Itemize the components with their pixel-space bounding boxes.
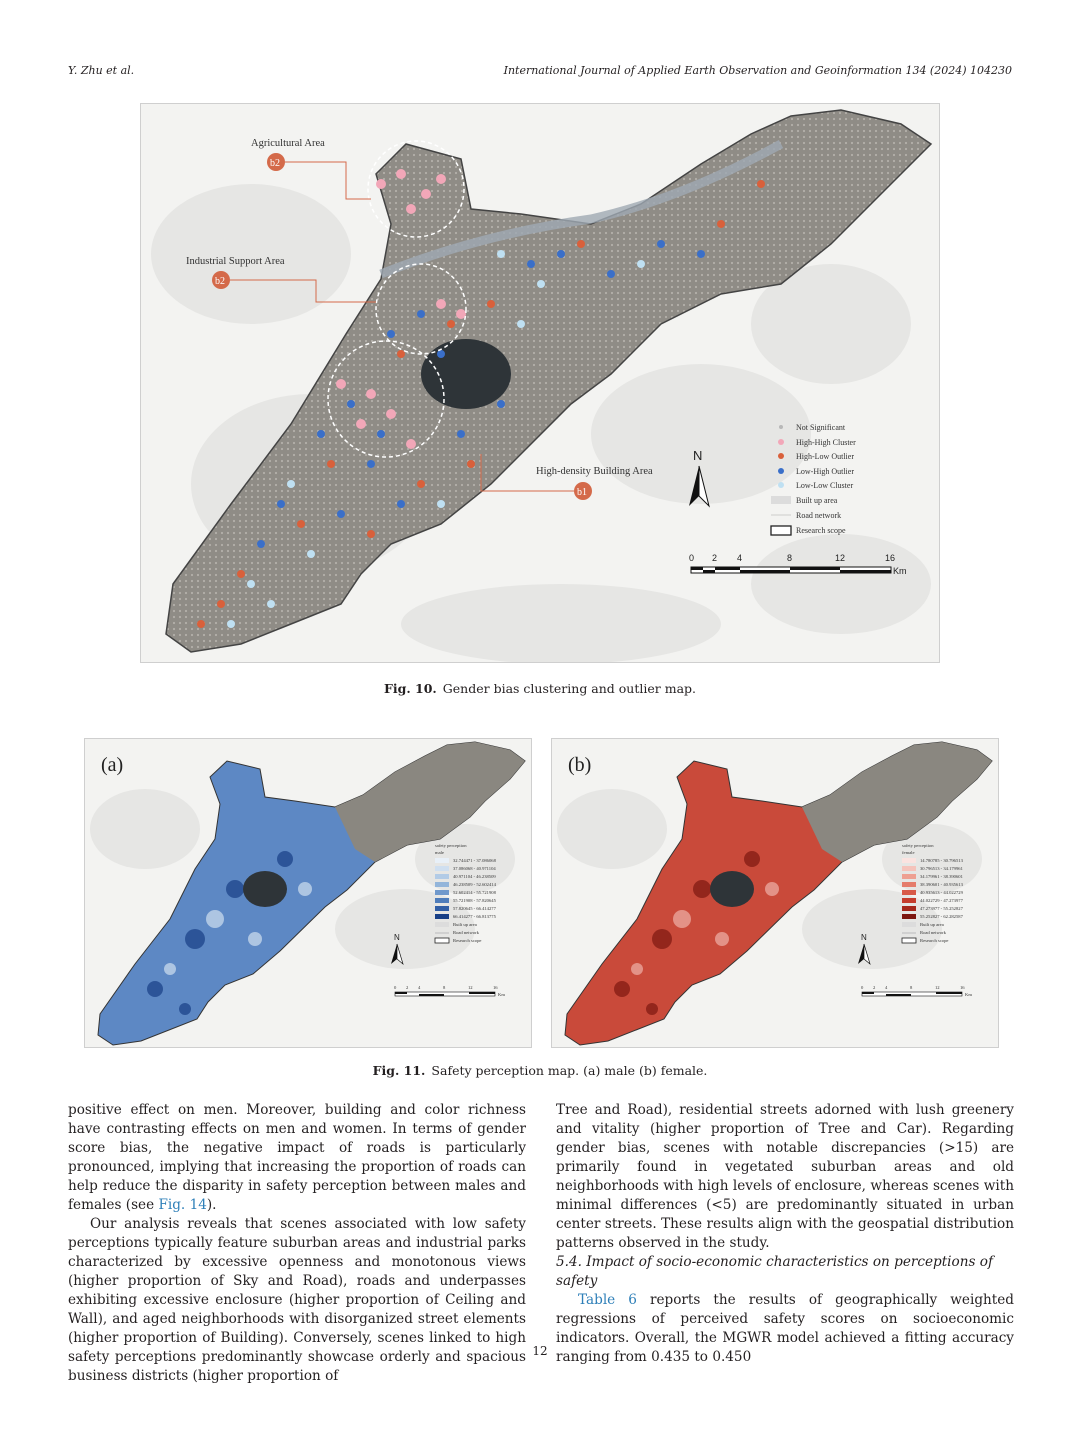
svg-text:12: 12 <box>935 985 940 990</box>
fig11a-svg <box>85 739 531 1047</box>
svg-text:Research scope: Research scope <box>453 938 482 943</box>
svg-text:32.744471 - 37.086068: 32.744471 - 37.086068 <box>453 858 496 863</box>
svg-text:Industrial Support Area: Industrial Support Area <box>186 256 285 267</box>
svg-text:2: 2 <box>712 553 718 563</box>
svg-text:Built up area: Built up area <box>920 922 944 927</box>
section-heading: 5.4. Impact of socio-economic characteristics on perceptions of safety <box>556 1254 993 1289</box>
svg-text:12: 12 <box>835 553 846 563</box>
svg-text:38.390601 - 40.935613: 38.390601 - 40.935613 <box>920 882 963 887</box>
fig11b-svg <box>552 739 998 1047</box>
svg-text:16: 16 <box>885 553 896 563</box>
svg-text:Built up area: Built up area <box>453 922 477 927</box>
svg-text:Road network: Road network <box>920 930 946 935</box>
fig11-caption <box>0 1063 1080 1078</box>
page-number: 12 <box>532 1344 548 1358</box>
fig14-link[interactable]: Fig. 14 <box>158 1197 207 1213</box>
svg-text:Built up area: Built up area <box>796 496 838 505</box>
svg-text:safety perception: safety perception <box>902 843 934 848</box>
svg-text:0: 0 <box>394 985 397 990</box>
svg-text:30.796513 - 34.179961: 30.796513 - 34.179961 <box>920 866 963 871</box>
svg-text:female: female <box>902 850 915 855</box>
scale-bar-female <box>861 985 972 997</box>
figure-10-map <box>140 103 940 663</box>
svg-text:4: 4 <box>885 985 888 990</box>
svg-text:8: 8 <box>910 985 913 990</box>
svg-text:46.238509 - 52.602414: 46.238509 - 52.602414 <box>453 882 496 887</box>
svg-text:14.780785 - 30.796513: 14.780785 - 30.796513 <box>920 858 963 863</box>
svg-text:0: 0 <box>689 553 695 563</box>
fig10-caption <box>0 681 1080 696</box>
svg-text:8: 8 <box>443 985 446 990</box>
lake-male <box>243 871 287 907</box>
figure-11b-female-map <box>551 738 999 1048</box>
svg-text:N: N <box>394 933 400 942</box>
svg-text:16: 16 <box>493 985 498 990</box>
svg-text:b2: b2 <box>270 158 280 169</box>
fig10-caption-label: Fig. 10. <box>383 681 437 696</box>
svg-text:57.820645 - 66.414277: 57.820645 - 66.414277 <box>453 906 496 911</box>
svg-text:Road network: Road network <box>453 930 479 935</box>
svg-text:Road network: Road network <box>796 511 842 520</box>
svg-text:52.602414 - 55.721908: 52.602414 - 55.721908 <box>453 890 496 895</box>
svg-text:High-High Cluster: High-High Cluster <box>796 438 856 447</box>
svg-text:55.721908 - 57.820645: 55.721908 - 57.820645 <box>453 898 496 903</box>
svg-text:safety perception: safety perception <box>435 843 467 848</box>
paragraph: Table 6 reports the results of geographically weighted regressions of perceived safety scores on socioeconomic indicators. Overall, the MGWR model achieved a fitting accuracy ranging from 0.435 to 0.450 <box>556 1292 1014 1365</box>
svg-text:66.414277 - 66.813775: 66.414277 - 66.813775 <box>453 914 496 919</box>
svg-text:2: 2 <box>873 985 876 990</box>
svg-text:40.971104 - 46.238509: 40.971104 - 46.238509 <box>453 874 496 879</box>
svg-text:Km: Km <box>965 992 972 997</box>
svg-text:Agricultural Area: Agricultural Area <box>251 138 325 149</box>
svg-text:b1: b1 <box>577 487 587 498</box>
svg-text:44.022729 - 47.273977: 44.022729 - 47.273977 <box>920 898 963 903</box>
paragraph: positive effect on men. Moreover, building and color richness have contrasting effects on men and women. In terms of gender score bias, the negative impact of roads is particularly pronounced, implying that increasing the proportion of roads can help reduce the disparity in safety perception between males and females (see Fig. 14). <box>68 1102 526 1213</box>
svg-text:b2: b2 <box>215 276 225 287</box>
svg-text:55.252827 - 62.282587: 55.252827 - 62.282587 <box>920 914 963 919</box>
fig10-caption-text: Gender bias clustering and outlier map. <box>442 681 697 696</box>
svg-text:34.179961 - 38.390601: 34.179961 - 38.390601 <box>920 874 963 879</box>
fig10-svg <box>141 104 939 662</box>
paragraph: Tree and Road), residential streets adorned with lush greenery and vitality (higher proportion of Tree and Car). Regarding gender bias, scenes with notable discrepancies (>15) are primarily found in vegetated suburban areas and old neighborhoods with high levels of enclosure, whereas scenes with minimal differences (<5) are predominantly situated in urban center streets. These results align with the geospatial distribution patterns observed in the study. <box>556 1102 1014 1251</box>
svg-text:High-Low Outlier: High-Low Outlier <box>796 452 854 461</box>
svg-text:2: 2 <box>406 985 409 990</box>
svg-text:47.273977 - 55.252827: 47.273977 - 55.252827 <box>920 906 963 911</box>
svg-text:male: male <box>435 850 444 855</box>
paragraph: Our analysis reveals that scenes associated with low safety perceptions typically feature suburban areas and industrial parks characterized by excessive openness and monotonous views (higher proportion of Sky and Road), roads and underpasses exhibiting excessive enclosure (higher proportion of Ceiling and Wall), and aged neighborhoods with disorganized street elements (higher proportion of Building). Conversely, scenes linked to high safety perceptions predominantly showcase orderly and spacious business districts (higher proportion of <box>68 1216 526 1384</box>
svg-text:Low-Low Cluster: Low-Low Cluster <box>796 481 854 490</box>
running-author: Y. Zhu et al. <box>68 64 135 77</box>
lake-female <box>710 871 754 907</box>
svg-text:High-density Building Area: High-density Building Area <box>536 466 653 477</box>
svg-text:Research scope: Research scope <box>920 938 949 943</box>
panel-b-label: (b) <box>568 754 592 776</box>
running-journal: International Journal of Applied Earth Observation and Geoinformation 134 (2024) 104230 <box>503 64 1012 77</box>
svg-text:4: 4 <box>418 985 421 990</box>
svg-text:Low-High Outlier: Low-High Outlier <box>796 467 854 476</box>
svg-text:16: 16 <box>960 985 965 990</box>
right-column <box>556 1101 1014 1367</box>
svg-text:12: 12 <box>468 985 473 990</box>
panel-a-label: (a) <box>101 754 124 776</box>
svg-text:Not Significant: Not Significant <box>796 423 846 432</box>
svg-text:8: 8 <box>787 553 793 563</box>
fig11-caption-text: Safety perception map. (a) male (b) female. <box>431 1063 708 1078</box>
fig11-caption-label: Fig. 11. <box>372 1063 426 1078</box>
svg-text:Research scope: Research scope <box>796 526 846 535</box>
svg-text:40.935613 - 44.022729: 40.935613 - 44.022729 <box>920 890 963 895</box>
lake <box>421 339 511 409</box>
scale-bar-male <box>394 985 505 997</box>
svg-text:N: N <box>861 933 867 942</box>
svg-text:4: 4 <box>737 553 743 563</box>
svg-text:Km: Km <box>893 566 907 576</box>
svg-text:37.086068 - 40.971104: 37.086068 - 40.971104 <box>453 866 496 871</box>
svg-text:Km: Km <box>498 992 505 997</box>
svg-text:N: N <box>693 448 703 463</box>
figure-11a-male-map <box>84 738 532 1048</box>
svg-text:0: 0 <box>861 985 864 990</box>
table6-link[interactable]: Table 6 <box>578 1292 637 1308</box>
